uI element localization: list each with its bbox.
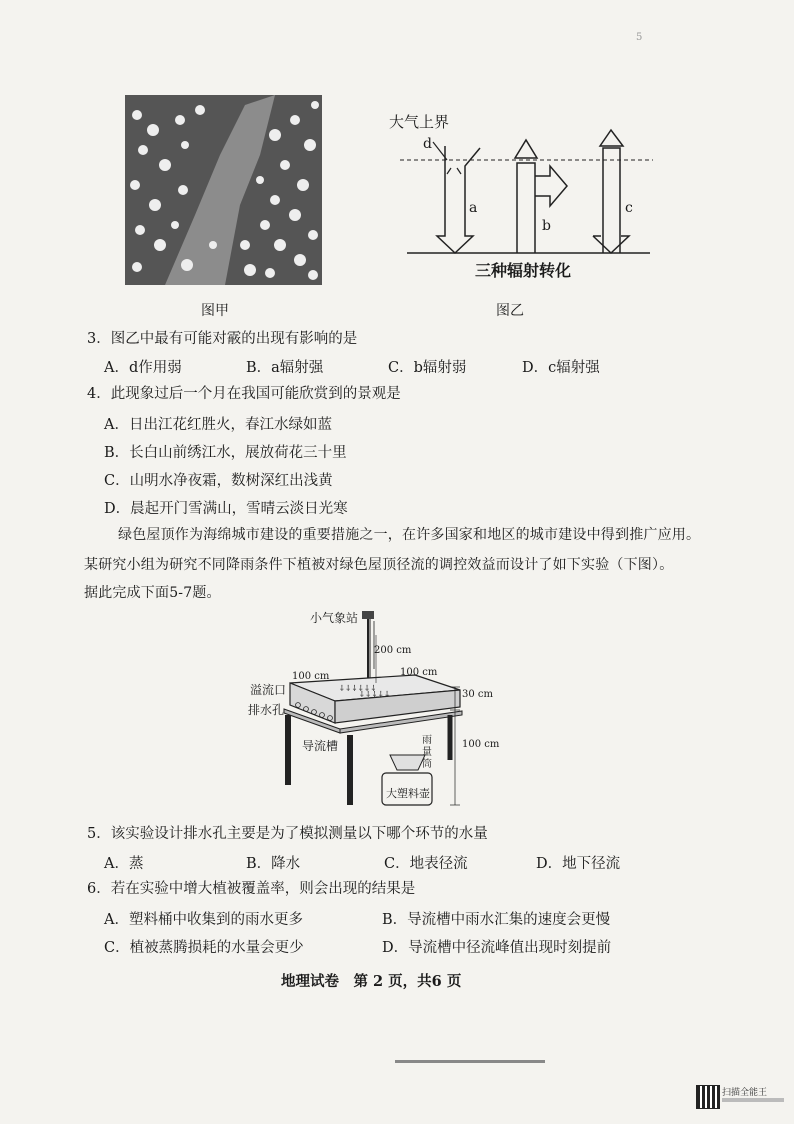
q4-option-c[interactable]: C．山明水净夜霜，数树深红出浅黄 — [104, 473, 333, 489]
q6-option-b[interactable]: B．导流槽中雨水汇集的速度会更慢 — [382, 912, 611, 928]
figure-yi-title: 三种辐射转化 — [475, 261, 572, 280]
channel-label: 导流槽 — [302, 739, 339, 753]
q5-option-c[interactable]: C．地表径流 — [384, 856, 468, 872]
svg-text:⸸ ⸸ ⸸ ⸸ ⸸: ⸸ ⸸ ⸸ ⸸ ⸸ — [360, 690, 389, 699]
bucket-label: 大塑料壶 — [386, 787, 430, 800]
q5-option-a[interactable]: A．蒸 — [104, 856, 144, 872]
passage-line-3: 据此完成下面5-7题。 — [84, 585, 221, 601]
svg-text:⸸ ⸸ ⸸ ⸸ ⸸ ⸸: ⸸ ⸸ ⸸ ⸸ ⸸ ⸸ — [340, 684, 376, 693]
q3-option-a[interactable]: A．d作用弱 — [104, 360, 182, 376]
dim-100-top-label: 100 cm — [292, 671, 330, 682]
question-6 — [87, 880, 415, 898]
dim-30-label: 30 cm — [462, 689, 493, 700]
scanner-watermark-subline — [722, 1098, 784, 1102]
q5-option-d[interactable]: D．地下径流 — [536, 856, 621, 872]
qr-code-icon — [696, 1085, 720, 1109]
rain-gauge-label: 雨量筒 — [422, 735, 432, 770]
q3-option-c[interactable]: C．b辐射弱 — [388, 360, 467, 376]
question-4-text: 此现象过后一个月在我国可能欣赏到的景观是 — [110, 386, 401, 402]
dim-100-side-label: 100 cm — [400, 667, 438, 678]
figure-jia-photo — [125, 95, 322, 285]
figure-yi-diagram — [385, 108, 665, 288]
question-5 — [87, 825, 488, 843]
q3-option-b[interactable]: B．a辐射强 — [246, 360, 324, 376]
question-4 — [87, 385, 401, 403]
dim-200-label: 200 cm — [374, 645, 412, 656]
weather-station-label: 小气象站 — [310, 611, 359, 625]
q4-option-d[interactable]: D．晨起开门雪满山，雪晴云淡日光寒 — [104, 501, 348, 517]
question-5-text: 该实验设计排水孔主要是为了模拟测量以下哪个环节的水量 — [110, 826, 488, 842]
q3-option-d[interactable]: D．c辐射强 — [522, 360, 600, 376]
figure-yi-caption: 图乙 — [496, 303, 524, 319]
question-3 — [87, 330, 357, 348]
overflow-label: 溢流口 — [250, 683, 287, 697]
label-b: b — [542, 218, 551, 234]
question-6-text: 若在实验中增大植被覆盖率，则会出现的结果是 — [110, 881, 416, 897]
passage-line-1: 绿色屋顶作为海绵城市建设的重要措施之一，在许多国家和地区的城市建设中得到推广应用。 — [118, 527, 701, 543]
passage-line-2: 某研究小组为研究不同降雨条件下植被对绿色屋顶径流的调控效益而设计了如下实验（下图）。 — [84, 557, 674, 573]
label-a: a — [469, 200, 478, 216]
q6-option-d[interactable]: D．导流槽中径流峰值出现时刻提前 — [382, 940, 612, 956]
question-5-number: 5． — [87, 826, 111, 842]
page-bottom-line — [395, 1060, 545, 1063]
page-mark: 5 — [636, 32, 643, 43]
scanner-watermark: 扫描全能王 — [722, 1088, 768, 1098]
q6-option-a[interactable]: A．塑料桶中收集到的雨水更多 — [104, 912, 303, 928]
page-footer: 地理试卷 第 2 页，共6 页 — [281, 973, 462, 990]
q5-option-b[interactable]: B．降水 — [246, 856, 301, 872]
label-d: d — [423, 136, 432, 152]
dim-100-height-label: 100 cm — [462, 739, 500, 750]
atmosphere-top-label: 大气上界 — [389, 113, 450, 131]
question-6-number: 6． — [87, 881, 111, 897]
question-3-number: 3． — [87, 331, 111, 347]
figure-jia-caption: 图甲 — [201, 303, 229, 319]
q6-option-c[interactable]: C．植被蒸腾损耗的水量会更少 — [104, 940, 304, 956]
label-c: c — [625, 200, 633, 216]
green-roof-experiment-diagram — [240, 605, 540, 815]
q4-option-a[interactable]: A．日出江花红胜火，春江水绿如蓝 — [104, 417, 332, 433]
question-3-text: 图乙中最有可能对霰的出现有影响的是 — [110, 331, 358, 347]
question-4-number: 4． — [87, 386, 111, 402]
drain-hole-label: 排水孔 — [248, 703, 285, 717]
q4-option-b[interactable]: B．长白山前绣江水，展放荷花三十里 — [104, 445, 347, 461]
